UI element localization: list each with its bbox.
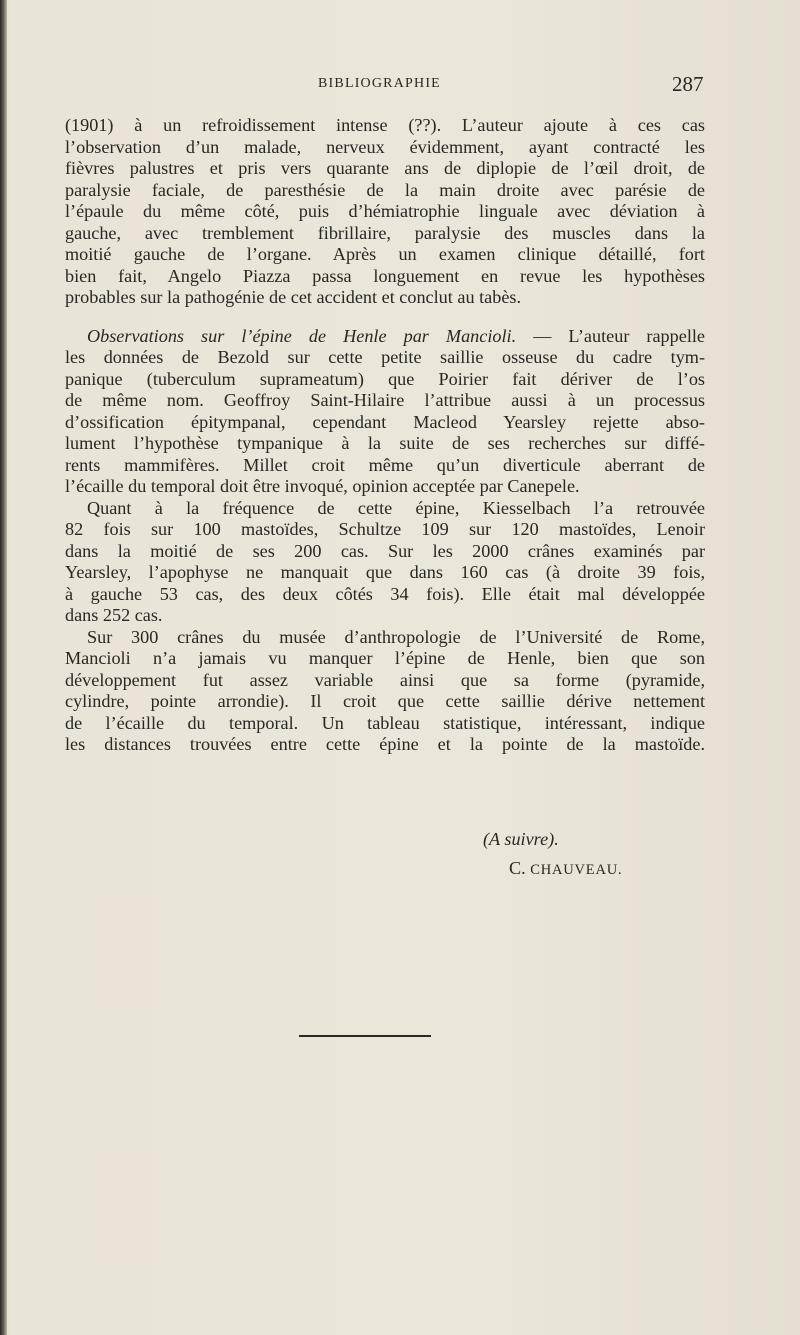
text-line: gauche, avec tremblement fibrillaire, paralysie des muscles dans la [65, 222, 705, 243]
text-line: l’observation d’un malade, nerveux évidemment, ayant contracté les [65, 136, 705, 157]
text-line: dans 252 cas. [65, 605, 163, 625]
text-line: lument l’hypothèse tympanique à la suite de ses recherches sur diffé- [65, 433, 705, 453]
text-line: 82 fois sur 100 mastoïdes, Schultze 109 sur 120 mastoïdes, Lenoir [65, 519, 705, 539]
running-header: BIBLIOGRAPHIE [318, 76, 441, 91]
author-initial: C. [509, 858, 526, 878]
text-line: développement fut assez variable ainsi que sa forme (pyramide, [65, 669, 705, 690]
text-line: dans la moitié de ses 200 cas. Sur les 2000 crânes examinés par [65, 540, 705, 561]
text-line: Sur 300 crânes du musée d’anthropologie de l’Université de Rome, [87, 626, 705, 647]
text-line: paralysie faciale, de paresthésie de la main droite avec parésie de [65, 179, 705, 200]
text-line: l’écaille du temporal doit être invoqué, opinion acceptée par Canepele. [65, 476, 580, 496]
text-line: (1901) à un refroidissement intense (??). L’auteur ajoute à ces cas [65, 115, 705, 135]
text-line: bien fait, Angelo Piazza passa longuement en revue les hypothèses [65, 265, 705, 286]
author-signature [509, 858, 622, 879]
end-rule [299, 1035, 431, 1037]
text-line: d’ossification épitympanal, cependant Macleod Yearsley rejette abso- [65, 411, 705, 432]
to-be-continued-text: (A suivre). [483, 829, 559, 849]
text-line: les données de Bezold sur cette petite saillie osseuse du cadre tym- [65, 347, 705, 367]
text-line: moitié gauche de l’organe. Après un examen clinique détaillé, fort [65, 244, 705, 264]
text-line: Yearsley, l’apophyse ne manquait que dans 160 cas (à droite 39 fois, [65, 562, 705, 582]
section-heading: Observations sur l’épine de Henle par Mancioli. [87, 325, 517, 346]
text-line: rents mammifères. Millet croit même qu’un diverticule aberrant de [65, 454, 705, 475]
article-body [65, 115, 705, 756]
text-line: de l’écaille du temporal. Un tableau statistique, intéressant, indique [65, 712, 705, 733]
author-name: CHAUVEAU. [530, 862, 623, 878]
book-spine-shadow [0, 0, 7, 1335]
text-line: de même nom. Geoffroy Saint-Hilaire l’attribue aussi à un processus [65, 390, 705, 410]
text-line: l’épaule du même côté, puis d’hémiatrophie linguale avec déviation à [65, 201, 705, 221]
page-number: 287 [672, 72, 704, 96]
to-be-continued [483, 829, 559, 850]
text-line: cylindre, pointe arrondie). Il croit que cette saillie dérive nettement [65, 691, 705, 711]
text-line: fièvres palustres et pris vers quarante ans de diplopie de l’œil droit, de [65, 158, 705, 178]
paragraph-1 [65, 115, 705, 309]
paragraph-2 [65, 326, 705, 498]
section-gap [65, 309, 705, 326]
paragraph-4 [65, 627, 705, 756]
text-line: panique (tuberculum suprameatum) que Poirier fait dériver de l’os [65, 368, 705, 389]
text-line: Quant à la fréquence de cette épine, Kiesselbach l’a retrouvée [87, 497, 705, 518]
text-line: à gauche 53 cas, des deux côtés 34 fois). Elle était mal développée [65, 583, 705, 604]
text-line: probables sur la pathogénie de cet accident et conclut au tabès. [65, 287, 522, 307]
text-line: Mancioli n’a jamais vu manquer l’épine de Henle, bien que son [65, 648, 705, 668]
text-line: les distances trouvées entre cette épine et la pointe de la mastoïde. [65, 734, 705, 754]
section-heading-line [65, 326, 705, 348]
paragraph-3 [65, 498, 705, 627]
heading-continuation: — L’auteur rappelle [516, 325, 705, 346]
